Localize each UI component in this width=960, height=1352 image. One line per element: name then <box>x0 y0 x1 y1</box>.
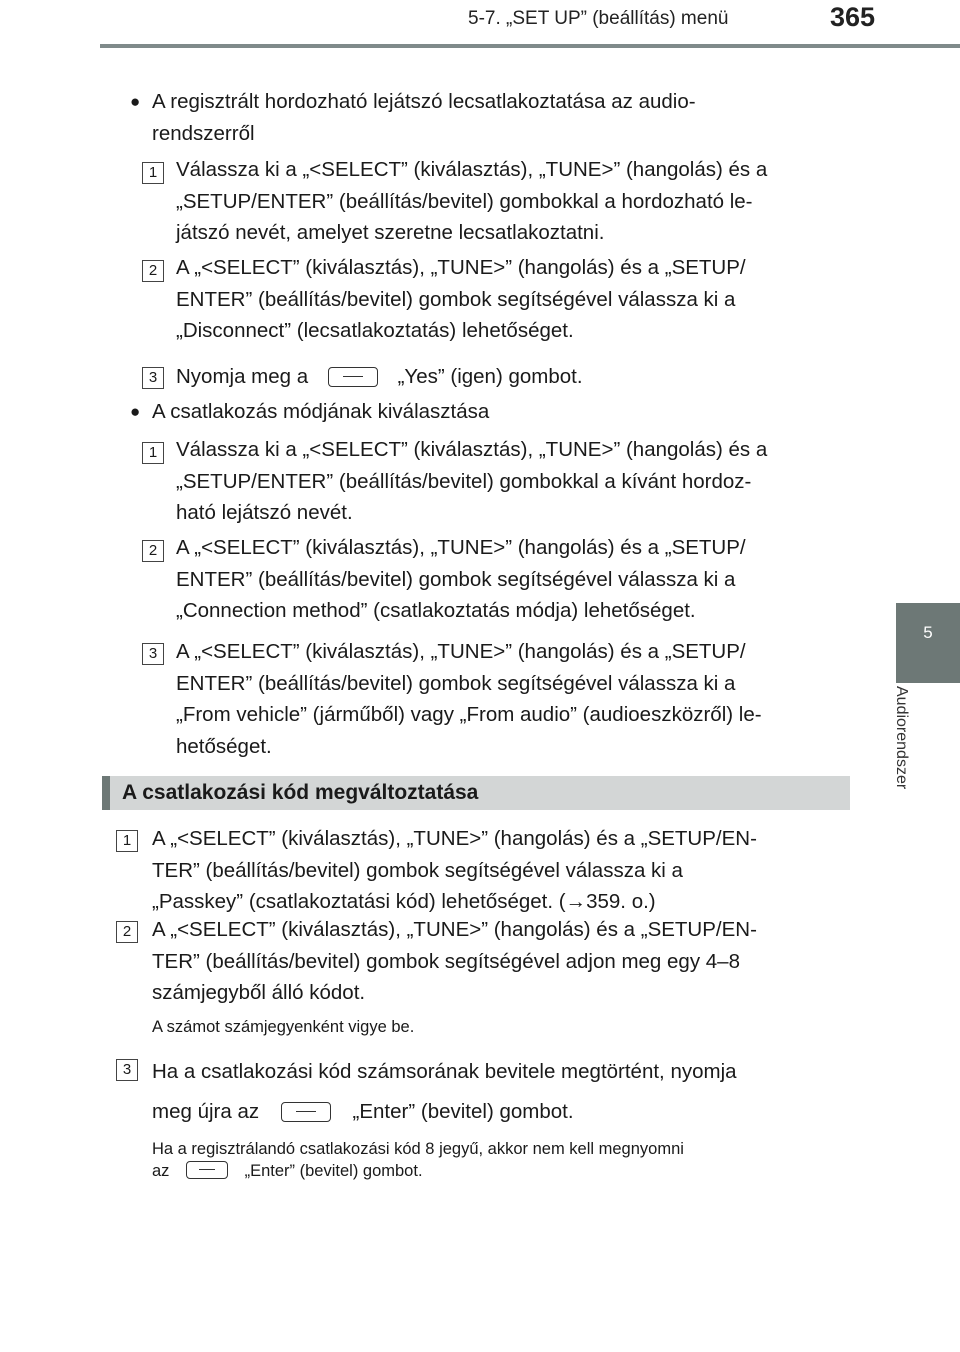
section-step1-text <box>152 823 844 918</box>
text-line: A „<SELECT” (kiválasztás), „TUNE>” (hangolás) és a „SETUP/EN- <box>152 918 757 941</box>
text-line: „Passkey” (csatlakoztatási kód) lehetőséget. (→359. o.) <box>152 890 656 913</box>
text-segment: meg újra az <box>152 1100 260 1123</box>
text-line: ENTER” (beállítás/bevitel) gombok segítségével válassza ki a <box>176 287 736 311</box>
text-line: „SETUP/ENTER” (beállítás/bevitel) gombokkal a hordozható le- <box>176 189 753 213</box>
text-segment: Nyomja meg a <box>176 365 309 388</box>
text-segment: „Enter” (bevitel) gombot. <box>352 1100 574 1123</box>
text-segment: az <box>152 1162 170 1180</box>
group1-heading-line: rendszerről <box>152 121 255 145</box>
text-line: Ha a csatlakozási kód számsorának bevitele megtörtént, nyomja <box>152 1060 737 1083</box>
text-line: játszó nevét, amelyet szeretne lecsatlakoztatni. <box>176 221 605 244</box>
text-line: A „<SELECT” (kiválasztás), „TUNE>” (hangolás) és a „SETUP/EN- <box>152 827 757 850</box>
group1-heading <box>152 86 842 149</box>
text-line: ENTER” (beállítás/bevitel) gombok segítségével válassza ki a <box>176 567 736 591</box>
text-line: „SETUP/ENTER” (beállítás/bevitel) gombokkal a kívánt hordoz- <box>176 469 752 493</box>
group2-step3-text <box>176 636 844 762</box>
group1-heading-line: A regisztrált hordozható lejátszó lecsatlakoztatása az audio- <box>152 90 696 113</box>
step-number: 3 <box>116 1059 138 1081</box>
text-line: ható lejátszó nevét. <box>176 501 353 524</box>
section-step3-text <box>152 1052 844 1132</box>
screen-button-icon <box>186 1161 228 1179</box>
screen-button-icon <box>281 1102 331 1122</box>
side-tab <box>896 603 960 683</box>
text-segment: „Enter” (bevitel) gombot. <box>244 1162 423 1180</box>
group1-step2-text <box>176 252 844 347</box>
text-line: TER” (beállítás/bevitel) gombok segítségével adjon meg egy 4–8 <box>152 949 740 973</box>
text-line: TER” (beállítás/bevitel) gombok segítségével válassza ki a <box>152 858 683 882</box>
section-step2-text <box>152 914 844 1009</box>
text-line: „Connection method” (csatlakoztatás módja) lehetőséget. <box>176 599 696 622</box>
step-number: 1 <box>142 162 164 184</box>
group2-step2-text <box>176 532 844 627</box>
group1-step1-text <box>176 154 844 249</box>
section-heading-bar <box>102 776 850 810</box>
text-segment: „Yes” (igen) gombot. <box>397 365 583 388</box>
text-line: A „<SELECT” (kiválasztás), „TUNE>” (hangolás) és a „SETUP/ <box>176 640 746 663</box>
step-number: 2 <box>142 260 164 282</box>
text-line: Ha a regisztrálandó csatlakozási kód 8 jegyű, akkor nem kell megnyomni <box>152 1140 684 1158</box>
step-number: 3 <box>142 367 164 389</box>
text-line <box>152 1092 844 1132</box>
section-step2-note: A számot számjegyenként vigye be. <box>152 1018 415 1036</box>
text-line: „Disconnect” (lecsatlakoztatás) lehetőséget. <box>176 319 574 342</box>
group2-heading: A csatlakozás módjának kiválasztása <box>152 400 490 423</box>
text-line: A „<SELECT” (kiválasztás), „TUNE>” (hangolás) és a „SETUP/ <box>176 536 746 559</box>
section-title: A csatlakozási kód megváltoztatása <box>122 781 479 804</box>
screen-button-icon <box>328 367 378 387</box>
header-rule <box>100 44 960 48</box>
group2-step1-text <box>176 434 844 529</box>
text-line: A „<SELECT” (kiválasztás), „TUNE>” (hangolás) és a „SETUP/ <box>176 256 746 279</box>
section-accent <box>102 776 110 810</box>
section-step3-note <box>152 1138 844 1182</box>
side-label <box>893 686 942 836</box>
text-line: Válassza ki a „<SELECT” (kiválasztás), „TUNE>” (hangolás) és a <box>176 158 768 181</box>
text-line <box>152 1160 844 1182</box>
side-label-text: Audiorendszer <box>893 686 910 790</box>
side-tab-number: 5 <box>923 623 933 642</box>
text-line: Válassza ki a „<SELECT” (kiválasztás), „TUNE>” (hangolás) és a <box>176 438 768 461</box>
step-number: 2 <box>142 540 164 562</box>
step-number: 3 <box>142 643 164 665</box>
text-line: ENTER” (beállítás/bevitel) gombok segítségével válassza ki a <box>176 671 736 695</box>
header-section-title: 5-7. „SET UP” (beállítás) menü <box>468 8 729 29</box>
step-number: 1 <box>142 442 164 464</box>
text-line: hetőséget. <box>176 734 272 758</box>
text-line: „From vehicle” (járműből) vagy „From audio” (audioeszközről) le- <box>176 703 762 726</box>
bullet-icon: ● <box>130 402 141 421</box>
bullet-icon: ● <box>130 92 141 111</box>
group1-step3-text <box>176 361 844 393</box>
step-number: 1 <box>116 830 138 852</box>
step-number: 2 <box>116 921 138 943</box>
page-number: 365 <box>830 2 876 32</box>
text-line: számjegyből álló kódot. <box>152 981 366 1004</box>
